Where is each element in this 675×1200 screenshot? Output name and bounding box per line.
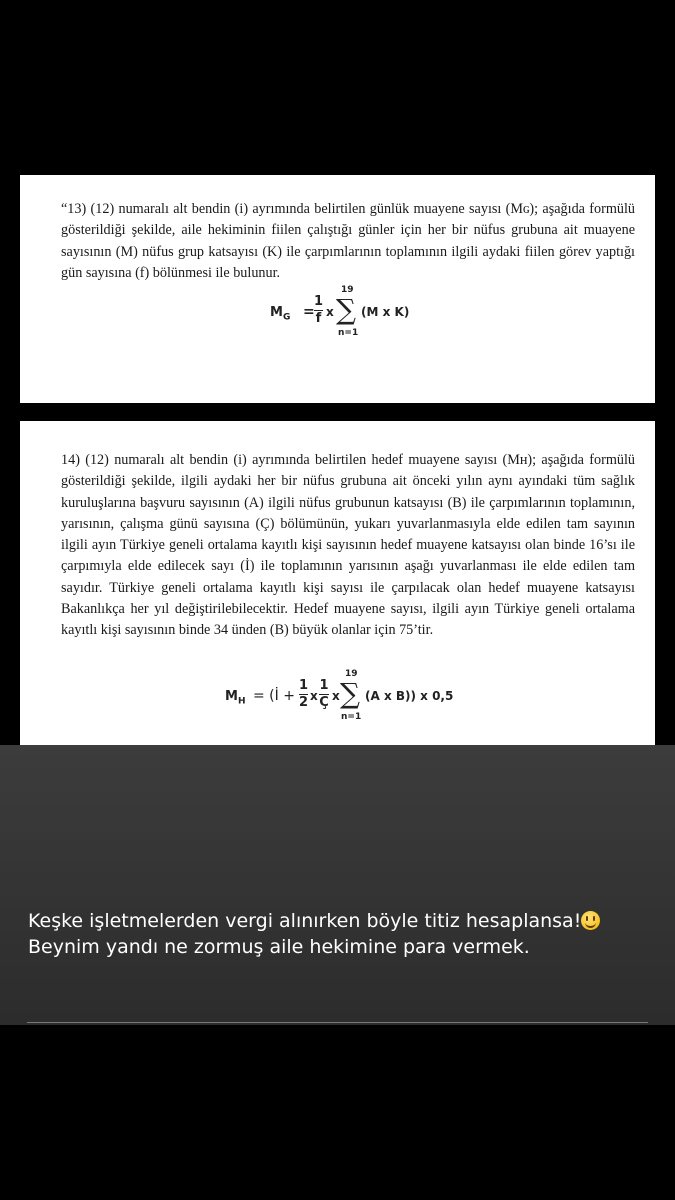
formula-mg-lhs: $M_G$ bbox=[270, 305, 291, 323]
caption-overlay bbox=[0, 745, 675, 1025]
formula-mg-times: x bbox=[326, 305, 334, 319]
fraction-numerator: 1 bbox=[299, 678, 309, 693]
sum-lower-limit: n=1 bbox=[341, 712, 362, 722]
paragraph-13: “13) (12) numaralı alt bendin (i) ayrımında belirtilen günlük muayene sayısı (Mɢ); aşağıda formülü gösterildiği şekilde, aile hekiminin fiilen çalıştığı günler için her bir nüfus grubuna ait muayene sayısının (M) nüfus grup katsayısı (K) ile çarpımlarının toplamının ilgili aydaki fiilen görev yaptığı gün sayısına (f) bölünmesi ile bulunur. bbox=[61, 201, 635, 281]
formula-mg-term: (M x K) bbox=[361, 305, 410, 319]
document-excerpt-14 bbox=[20, 421, 655, 745]
sigma-icon: ∑ bbox=[340, 677, 360, 710]
formula-mh-eq: = (İ + bbox=[253, 688, 295, 704]
sum-upper-limit: 19 bbox=[345, 669, 358, 679]
caption-divider bbox=[27, 1022, 648, 1023]
formula-mg bbox=[270, 285, 470, 348]
formula-mh-times-2: x bbox=[332, 689, 340, 703]
sum-upper-limit: 19 bbox=[341, 285, 354, 295]
fraction-denominator: Ç bbox=[319, 695, 329, 710]
formula-mh-lhs: $M_H$ bbox=[225, 689, 246, 707]
formula-mh-term: (A x B)) x 0,5 bbox=[365, 689, 454, 703]
fraction-numerator: 1 bbox=[314, 294, 324, 309]
fraction-denominator: f bbox=[315, 311, 322, 326]
sigma-icon: ∑ bbox=[336, 293, 356, 326]
formula-mh-sub: H bbox=[237, 696, 246, 707]
formula-mg-sub: G bbox=[282, 312, 291, 323]
smiley-emoji-icon bbox=[581, 911, 600, 930]
document-excerpt-13 bbox=[20, 175, 655, 403]
formula-mg-fraction bbox=[314, 295, 323, 326]
formula-mh-fraction-half bbox=[299, 679, 308, 710]
formula-mg-eq: = bbox=[303, 304, 315, 320]
caption-text-1: Keşke işletmelerden vergi alınırken böyle titiz hesaplansa! bbox=[28, 910, 582, 932]
paragraph-14: 14) (12) numaralı alt bendin (i) ayrımında belirtilen hedef muayene sayısı (Mʜ); aşağıda formülü gösterildiği şekilde, ilgili aydaki her bir nüfus grubuna ait önceki yılın aynı ayındaki tüm sağlık kuruluşlarına başvuru sayısının (A) ilgili nüfus grubunun katsayısı (B) ile çarpımlarının toplamının, yarısının, çalışma günü sayısına (Ç) bölümünün, yukarı yuvarlanmasıyla elde edilen tam sayının ilgili ayın Türkiye geneli ortalama kayıtlı kişi sayısının hedef muayene katsayısı olan binde 16’sı ile çarpımıyla elde edilecek sayı (İ) ile toplamının yarısının aşağı yuvarlanması ile elde edilen tam sayıdır. Türkiye geneli ortalama kayıtlı kişi sayısı ile çarpılacak olan hedef muayene katsayısı Bakanlıkça her yıl değiştirilebilecektir. Hedef muayene sayısı, ilgili ayın Türkiye geneli ortalama kayıtlı kişi sayısının binde 34 ünden (B) büyük olanlar için 75’tir. bbox=[61, 452, 635, 639]
fraction-denominator: 2 bbox=[299, 695, 309, 710]
caption-text-2: Beynim yandı ne zormuş aile hekimine para vermek. bbox=[28, 936, 530, 958]
sum-lower-limit: n=1 bbox=[338, 328, 359, 338]
formula-mh-fraction-cday bbox=[319, 679, 329, 710]
fraction-numerator: 1 bbox=[319, 678, 329, 693]
formula-mh bbox=[225, 669, 485, 732]
formula-mh-times-1: x bbox=[310, 689, 318, 703]
story-caption bbox=[28, 908, 658, 960]
